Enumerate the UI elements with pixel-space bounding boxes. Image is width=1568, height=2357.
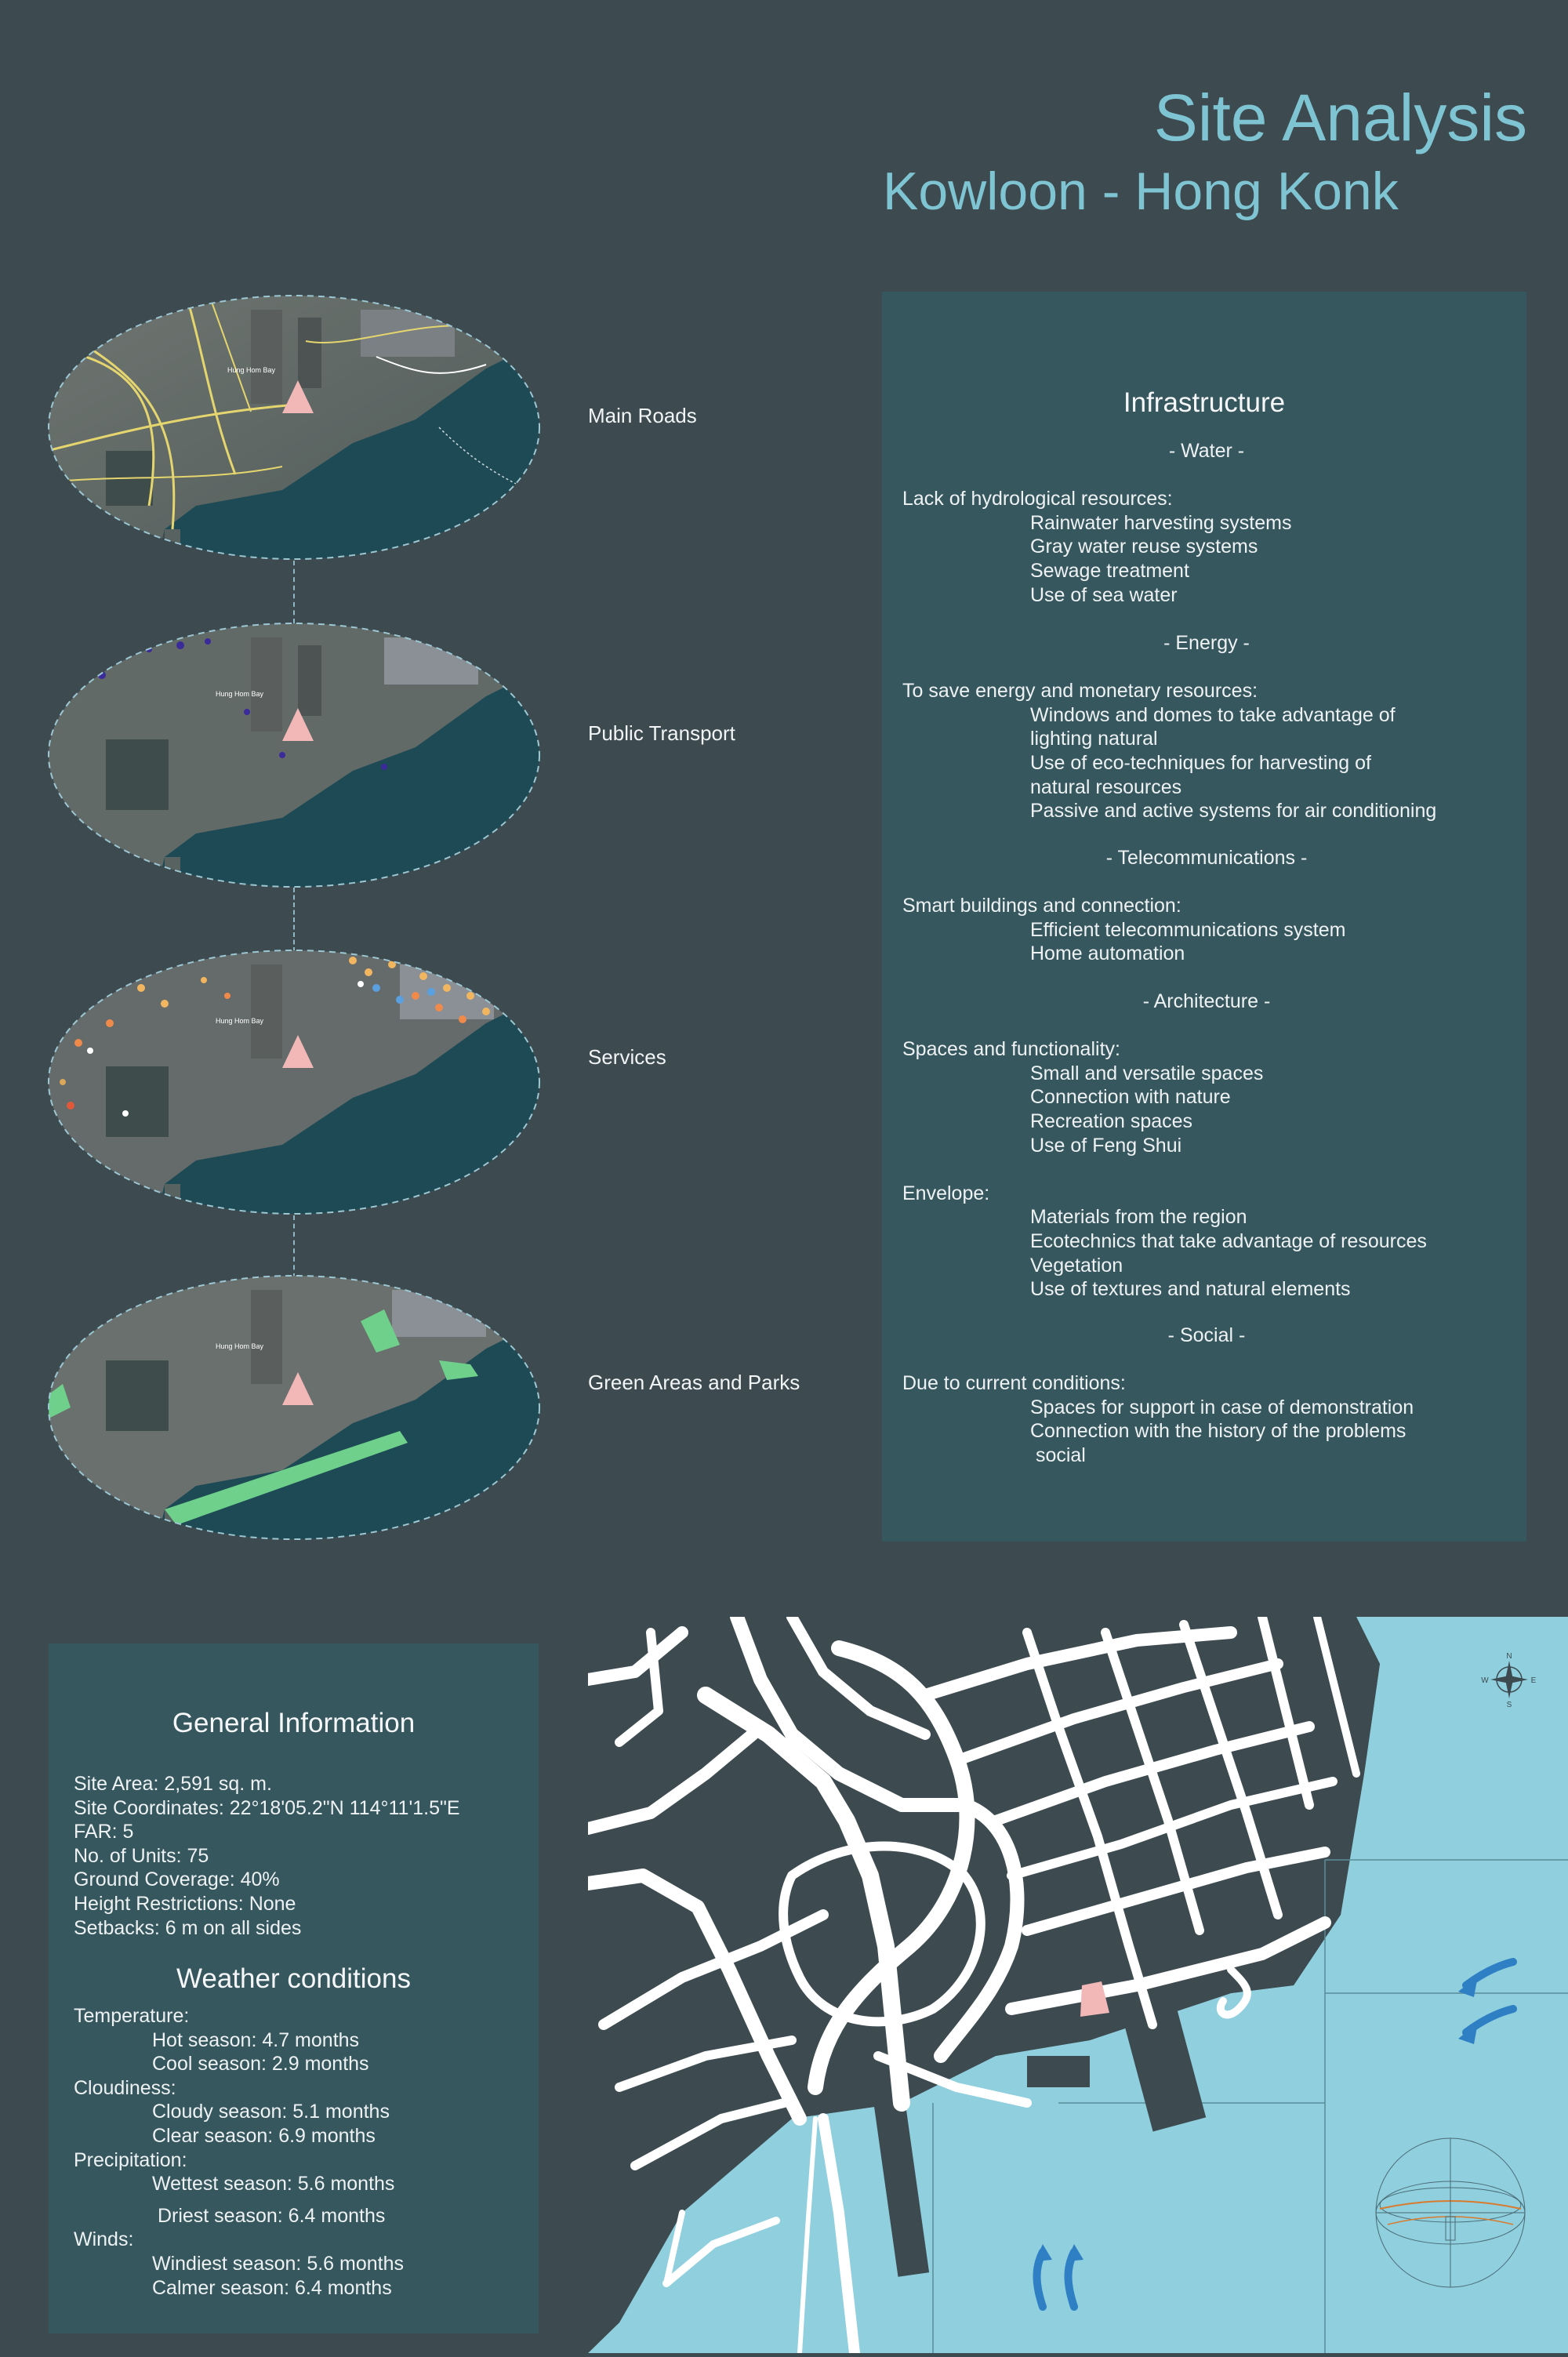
telecom-item: Home automation	[1030, 942, 1185, 965]
map-place-label: Hung Hom Bay	[216, 1342, 264, 1350]
energy-intro: To save energy and monetary resources:	[902, 680, 1258, 703]
compass-east: E	[1530, 1676, 1537, 1685]
infrastructure-panel	[882, 292, 1526, 1542]
telecom-heading: - Telecommunications -	[1105, 847, 1308, 869]
general-info-line: Site Area: 2,591 sq. m.	[74, 1773, 272, 1795]
layer-connector	[293, 888, 295, 952]
telecom-section	[902, 846, 1511, 966]
architecture-heading: - Architecture -	[1142, 990, 1271, 1012]
general-information-panel	[49, 1643, 539, 2333]
envelope-item: Materials from the region	[1030, 1206, 1247, 1229]
map-public-transport	[47, 622, 541, 888]
architecture-section	[902, 990, 1511, 1302]
social-item: Spaces for support in case of demonstration	[1030, 1396, 1414, 1418]
green-areas-map-image	[47, 1274, 541, 1541]
weather-title: Weather conditions	[176, 1963, 411, 1994]
general-info-list	[74, 1772, 460, 1940]
weather-item: Calmer season: 6.4 months	[152, 2276, 392, 2299]
water-section	[902, 439, 1511, 607]
weather-item: Wettest season: 5.6 months	[152, 2173, 395, 2195]
general-info-line: Setbacks: 6 m on all sides	[74, 1916, 302, 1939]
weather-item: Clear season: 6.9 months	[152, 2124, 376, 2147]
energy-heading: - Energy -	[1163, 632, 1250, 654]
weather-label-precipitation: Precipitation:	[74, 2148, 187, 2171]
telecom-intro: Smart buildings and connection:	[902, 895, 1181, 917]
weather-label-temperature: Temperature:	[74, 2005, 190, 2027]
general-info-line: Ground Coverage: 40%	[74, 1869, 280, 1891]
water-item: Sewage treatment	[1030, 559, 1189, 582]
architecture-item: Connection with nature	[1030, 1086, 1231, 1109]
page-title: Site Analysis	[1153, 81, 1527, 154]
weather-item: Windiest season: 5.6 months	[152, 2252, 404, 2275]
architecture-item: Small and versatile spaces	[1030, 1062, 1264, 1084]
general-info-title: General Information	[172, 1708, 416, 1738]
map-place-label: Hung Hom Bay	[227, 366, 276, 374]
general-info-line: Site Coordinates: 22°18'05.2"N 114°11'1.5"E	[74, 1796, 460, 1819]
energy-item: Use of eco-techniques for harvesting of natural resources	[1030, 751, 1371, 798]
compass-north: N	[1506, 1652, 1512, 1661]
energy-item: Windows and domes to take advantage of lighting natural	[1030, 703, 1396, 750]
weather-list	[74, 2004, 404, 2300]
social-section	[902, 1324, 1511, 1468]
envelope-item: Vegetation	[1030, 1254, 1123, 1277]
weather-item: Hot season: 4.7 months	[152, 2028, 360, 2051]
general-info-line: No. of Units: 75	[74, 1844, 209, 1867]
weather-label-cloudiness: Cloudiness:	[74, 2076, 176, 2099]
general-info-line: FAR: 5	[74, 1821, 134, 1843]
map-place-label: Hung Hom Bay	[216, 690, 264, 698]
street-map-graphic	[588, 1617, 1568, 2353]
site-street-map	[588, 1617, 1568, 2353]
architecture-intro: Spaces and functionality:	[902, 1038, 1120, 1061]
weather-item: Driest season: 6.4 months	[152, 2204, 386, 2227]
social-item: social	[1030, 1444, 1086, 1466]
energy-section	[902, 631, 1511, 823]
architecture-item: Recreation spaces	[1030, 1109, 1193, 1132]
water-item: Use of sea water	[1030, 583, 1178, 606]
map-services	[47, 949, 541, 1215]
compass-south: S	[1506, 1701, 1512, 1709]
public-transport-map-image	[47, 622, 541, 888]
water-heading: - Water -	[1168, 440, 1245, 462]
layer-label-main-roads: Main Roads	[588, 404, 697, 427]
main-roads-map-image	[47, 294, 541, 561]
architecture-item: Use of Feng Shui	[1030, 1134, 1182, 1157]
map-green-areas	[47, 1274, 541, 1541]
weather-item: Cool season: 2.9 months	[152, 2053, 369, 2076]
map-main-roads	[47, 294, 541, 561]
envelope-intro: Envelope:	[902, 1182, 990, 1204]
social-heading: - Social -	[1167, 1324, 1246, 1346]
general-info-line: Height Restrictions: None	[74, 1892, 296, 1915]
water-item: Rainwater harvesting systems	[1030, 511, 1292, 534]
map-place-label: Hung Hom Bay	[216, 1017, 264, 1025]
layer-connector	[293, 561, 295, 623]
envelope-item: Use of textures and natural elements	[1030, 1278, 1351, 1301]
compass-west: W	[1481, 1676, 1489, 1685]
social-intro: Due to current conditions:	[902, 1372, 1126, 1395]
weather-item: Cloudy season: 5.1 months	[152, 2101, 390, 2123]
weather-label-winds: Winds:	[74, 2228, 134, 2251]
services-map-image	[47, 949, 541, 1215]
page-subtitle: Kowloon - Hong Konk	[883, 162, 1399, 221]
infrastructure-title: Infrastructure	[1123, 387, 1286, 418]
layer-label-green-areas: Green Areas and Parks	[588, 1371, 800, 1394]
layer-label-services: Services	[588, 1045, 666, 1069]
layer-label-public-transport: Public Transport	[588, 721, 735, 745]
energy-item: Passive and active systems for air conditioning	[1030, 800, 1437, 823]
telecom-item: Efficient telecommunications system	[1030, 918, 1346, 941]
water-intro: Lack of hydrological resources:	[902, 488, 1173, 510]
layer-connector	[293, 1215, 295, 1278]
envelope-item: Ecotechnics that take advantage of resources	[1030, 1229, 1427, 1252]
water-item: Gray water reuse systems	[1030, 536, 1258, 558]
social-item: Connection with the history of the problems	[1030, 1420, 1406, 1443]
